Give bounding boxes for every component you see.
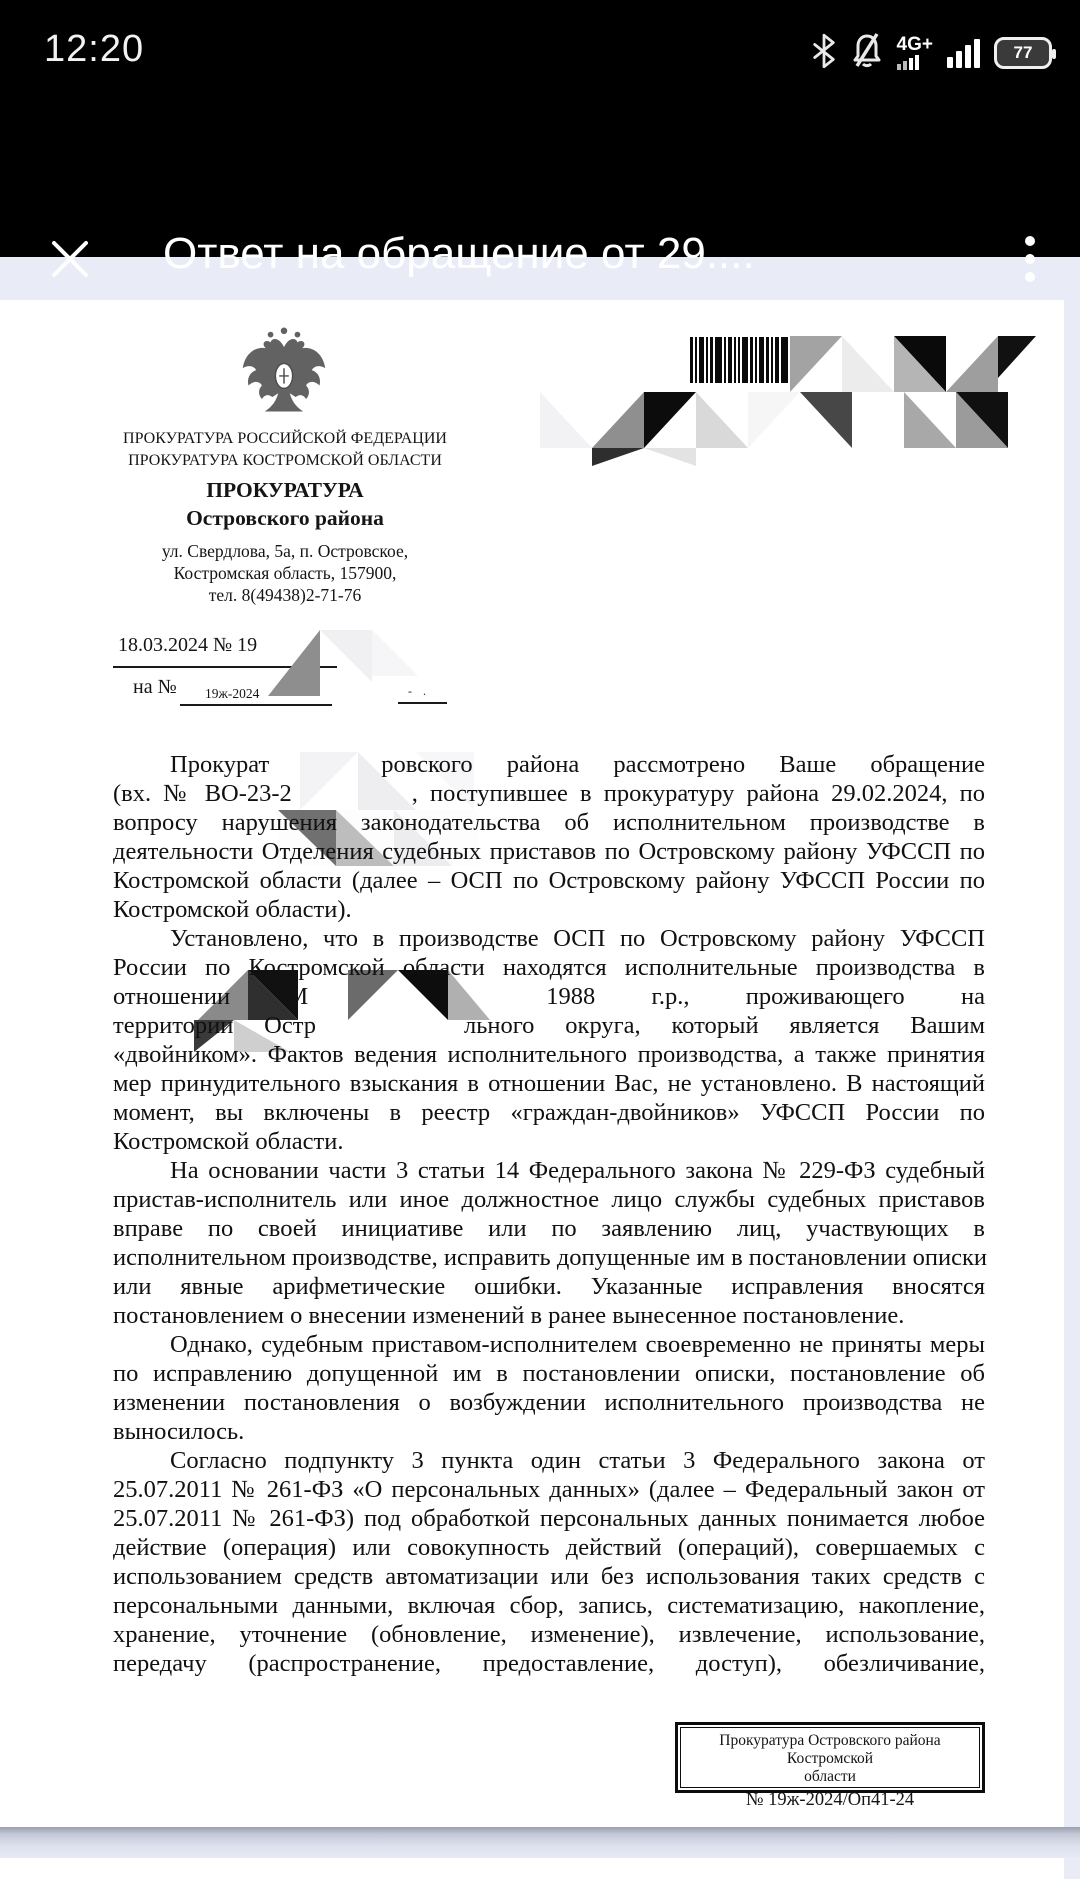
mini-signal-icon	[897, 55, 919, 70]
letterhead-address	[103, 540, 467, 606]
body-line: 25.07.2011 № 261-ФЗ «О персональных данных» (далее – Федеральный закон от	[113, 1476, 985, 1503]
office-name-2: Островского района	[186, 506, 384, 530]
body-line: исполнительном производстве, исправить допущенные им в постановлении описки	[113, 1244, 988, 1271]
body-line: Однако, судебным приставом-исполнителем своевременно не приняты меры	[170, 1331, 985, 1358]
body-line: пристав-исполнитель или иное должностное лицо службы судебных приставов	[113, 1186, 985, 1213]
body-line: «двойником». Фактов ведения исполнительного производства, а также принятия	[113, 1041, 985, 1068]
redacted-gap	[269, 771, 381, 772]
redaction-mosaic-addressee	[540, 336, 1036, 471]
body-line: персональными данными, включая сбор, запись, систематизацию, накопление,	[113, 1592, 985, 1619]
status-clock: 12:20	[44, 28, 145, 70]
page-separator	[0, 1827, 1080, 1858]
redacted-gap	[292, 800, 412, 801]
stamp-line-1: Прокуратура Островского района Костромской	[719, 1732, 941, 1767]
close-button[interactable]	[46, 235, 94, 283]
letterhead-office-name	[103, 476, 467, 532]
letterhead-org	[103, 428, 467, 472]
close-icon	[54, 243, 86, 275]
network-indicator	[896, 33, 933, 70]
next-page-edge[interactable]	[0, 1858, 1064, 1879]
redacted-gap	[308, 1003, 546, 1004]
document-title: Ответ на обращение от 29....	[163, 229, 755, 278]
body-line: Прокурат ровского района рассмотрено Ваше обращение	[170, 751, 985, 778]
status-bar	[0, 0, 1080, 105]
body-line: хранение, уточнение (обновление, изменение), извлечение, использование,	[113, 1621, 985, 1648]
org-line-1: ПРОКУРАТУРА РОССИЙСКОЙ ФЕДЕРАЦИИ	[123, 430, 447, 447]
body-line: Костромской области.	[113, 1128, 344, 1155]
document-page[interactable]	[0, 300, 1064, 1827]
reply-to-number: 19ж-2024	[205, 686, 260, 701]
reference-date: 18.03.2024 № 19	[118, 634, 258, 656]
redaction-mosaic-outgoing-number	[268, 630, 418, 703]
body-line: отношении М 1988 г.р., проживающего на	[113, 983, 985, 1010]
org-line-2: ПРОКУРАТУРА КОСТРОМСКОЙ ОБЛАСТИ	[128, 452, 442, 469]
body-line: момент, вы включены в реестр «граждан-двойников» УФССП России по	[113, 1099, 985, 1126]
body-line: вопросу нарушения законодательства об исполнительном производстве в	[113, 809, 985, 836]
body-line: использованием средств автоматизации или без использования таких средств с	[113, 1563, 985, 1590]
body-line: Установлено, что в производстве ОСП по Островскому району УФССП	[170, 925, 985, 952]
redacted-gap	[316, 1032, 464, 1033]
body-line: территории Остр льного округа, который является Вашим	[113, 1012, 985, 1039]
battery-level: 77	[1013, 43, 1033, 62]
address-line-1: ул. Свердлова, 5а, п. Островское,	[161, 541, 409, 561]
notifications-muted-icon	[851, 32, 883, 75]
kebab-menu-icon	[1025, 236, 1035, 282]
body-line: действие (операция) или совокупность действий (операций), совершаемых с	[113, 1534, 985, 1561]
reply-underline	[180, 704, 332, 706]
body-line: На основании части 3 статьи 14 Федерального закона № 229-ФЗ судебный	[170, 1157, 985, 1184]
address-line-2: Костромская область, 157900,	[173, 563, 397, 583]
signal-strength-icon	[947, 38, 980, 68]
app-bar	[0, 105, 1080, 278]
overflow-menu-button[interactable]	[1008, 231, 1052, 287]
body-line: мер принудительного взыскания в отношении Вас, не установлено. В настоящий	[113, 1070, 985, 1097]
office-name-1: ПРОКУРАТУРА	[206, 478, 364, 502]
bluetooth-icon	[811, 32, 837, 75]
body-line: выносилось.	[113, 1418, 245, 1445]
body-line: Костромской области (далее – ОСП по Островскому району УФССП России по	[113, 867, 985, 894]
network-type-label: 4G+	[896, 33, 933, 55]
body-line: России по Костромской области находятся исполнительные производства в	[113, 954, 985, 981]
body-line: Согласно подпункту 3 пункта один статьи 3 Федерального закона от	[170, 1447, 985, 1474]
stamp-number: № 19ж-2024/Оп41-24	[745, 1790, 915, 1810]
body-line: постановлением о внесении изменений в ранее вынесенное постановление.	[113, 1302, 905, 1329]
reply-to-label: на №	[133, 676, 177, 698]
address-line-3: тел. 8(49438)2-71-76	[208, 585, 362, 605]
battery-icon	[994, 37, 1052, 69]
document-body	[113, 750, 988, 1678]
body-line: передачу (распространение, предоставление, доступ), обезличивание,	[113, 1650, 985, 1677]
registration-stamp	[675, 1722, 985, 1810]
body-line: изменении постановления о возбуждении исполнительного производства не	[113, 1389, 985, 1416]
coat-of-arms-emblem	[236, 326, 332, 427]
body-line: 25.07.2011 № 261-ФЗ) под обработкой персональных данных понимается любое	[113, 1505, 985, 1532]
body-line: вправе по своей инициативе или по заявлению лиц, участвующих в	[113, 1215, 985, 1242]
body-line: или явные арифметические ошибки. Указанные исправления вносятся	[113, 1273, 985, 1300]
body-line: Костромской области).	[113, 896, 352, 923]
stray-mark: - .	[408, 684, 430, 698]
stamp-line-2: области	[804, 1768, 856, 1785]
body-line: деятельности Отделения судебных приставов по Островскому району УФССП по	[113, 838, 985, 865]
body-line: (вх. № ВО-23-2 , поступившее в прокуратуру района 29.02.2024, по	[113, 780, 985, 807]
body-line: по исправлению допущенной им в постановлении описки, постановление об	[113, 1360, 985, 1387]
top-bar	[0, 0, 1080, 278]
